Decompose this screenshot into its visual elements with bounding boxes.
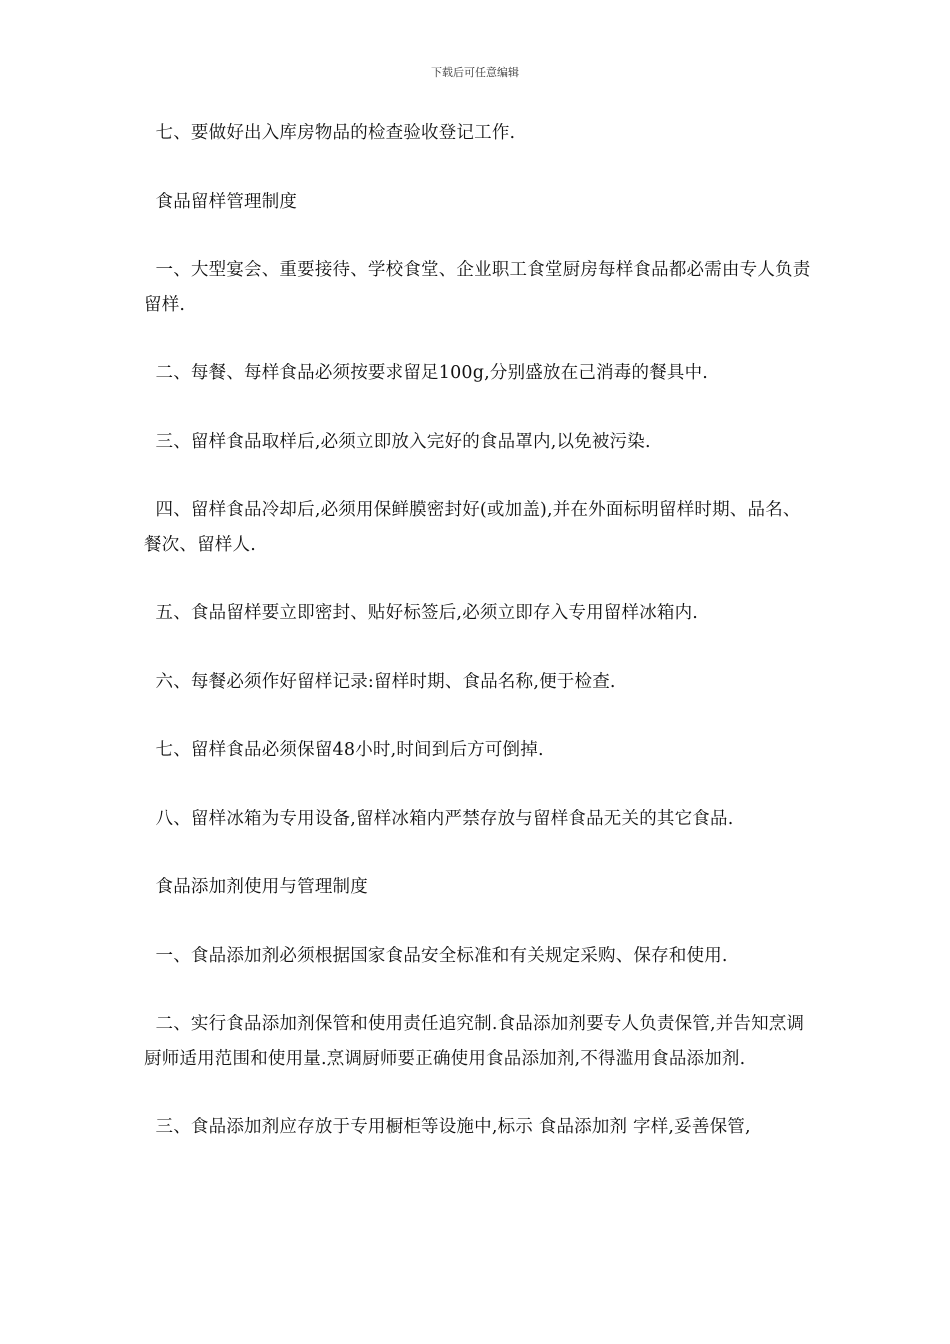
paragraph-14: 三、食品添加剂应存放于专用橱柜等设施中,标示 食品添加剂 字样,妥善保管, <box>144 1117 751 1137</box>
paragraph-10: 八、留样冰箱为专用设备,留样冰箱内严禁存放与留样食品无关的其它食品. <box>144 808 734 829</box>
document-body <box>144 116 812 1145</box>
paragraph-8: 六、每餐必须作好留样记录:留样时期、食品名称,便于检查. <box>144 671 616 692</box>
paragraph-3: 一、大型宴会、重要接待、学校食堂、企业职工食堂厨房每样食品都必需由专人负责留样. <box>144 260 811 315</box>
paragraph-12: 一、食品添加剂必须根据国家食品安全标准和有关规定采购、保存和使用. <box>144 945 728 966</box>
paragraph-6: 四、留样食品冷却后,必须用保鲜膜密封好(或加盖),并在外面标明留样时期、品名、餐次、留样人. <box>144 500 801 555</box>
section-heading-food-additives: 食品添加剂使用与管理制度 <box>144 877 368 897</box>
page-header-note: 下载后可任意编辑 <box>431 66 519 79</box>
section-heading-sample-retention: 食品留样管理制度 <box>144 191 298 212</box>
paragraph-7: 五、食品留样要立即密封、贴好标签后,必须立即存入专用留样冰箱内. <box>144 603 699 623</box>
paragraph-13: 二、实行食品添加剂保管和使用责任追究制.食品添加剂要专人负责保管,并告知烹调厨师适用范围和使用量.烹调厨师要正确使用食品添加剂,不得滥用食品添加剂. <box>144 1014 805 1069</box>
paragraph-9: 七、留样食品必须保留48小时,时间到后方可倒掉. <box>144 740 544 760</box>
paragraph-4: 二、每餐、每样食品必须按要求留足100g,分别盛放在己消毒的餐具中. <box>144 363 709 383</box>
paragraph-5: 三、留样食品取样后,必须立即放入完好的食品罩内,以免被污染. <box>144 431 651 452</box>
paragraph-1: 七、要做好出入库房物品的检查验收登记工作. <box>144 123 516 143</box>
